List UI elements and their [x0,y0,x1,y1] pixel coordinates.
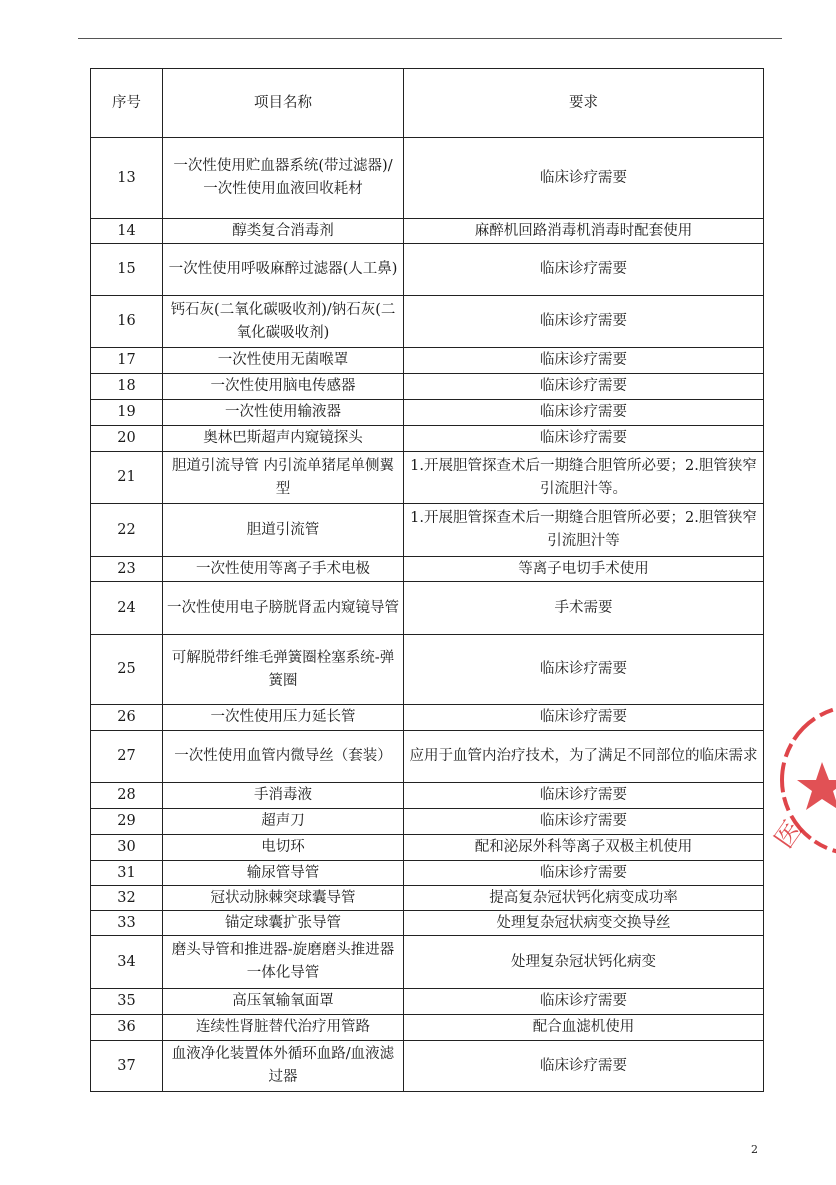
table-row [91,219,764,244]
row-requirement: 应用于血管内治疗技术，为了满足不同部位的临床需求 [404,731,764,783]
row-requirement: 提高复杂冠状钙化病变成功率 [404,886,764,911]
row-no: 33 [91,911,163,936]
row-requirement: 临床诊疗需要 [404,138,764,219]
row-no: 17 [91,348,163,374]
svg-text:医: 医 [769,815,809,855]
table-row [91,989,764,1015]
table-row [91,452,764,504]
row-requirement: 处理复杂冠状钙化病变 [404,936,764,989]
row-name: 一次性使用等离子手术电极 [163,557,404,582]
row-name: 输尿管导管 [163,861,404,886]
row-requirement: 临床诊疗需要 [404,244,764,296]
row-no: 30 [91,835,163,861]
table-row [91,635,764,705]
table-row [91,1015,764,1041]
row-name: 血液净化装置体外循环血路/血液滤过器 [163,1041,404,1092]
table-row [91,936,764,989]
row-no: 36 [91,1015,163,1041]
table-row [91,861,764,886]
table-row [91,296,764,348]
official-seal-stamp [769,700,836,860]
row-no: 31 [91,861,163,886]
row-no: 32 [91,886,163,911]
row-no: 24 [91,582,163,635]
row-name: 一次性使用脑电传感器 [163,374,404,400]
table-row [91,582,764,635]
row-name: 冠状动脉棘突球囊导管 [163,886,404,911]
row-no: 26 [91,705,163,731]
table-row [91,557,764,582]
row-name: 手消毒液 [163,783,404,809]
row-requirement: 配和泌尿外科等离子双极主机使用 [404,835,764,861]
table-row [91,1041,764,1092]
row-name: 连续性肾脏替代治疗用管路 [163,1015,404,1041]
row-name: 一次性使用血管内微导丝（套装） [163,731,404,783]
table-row [91,504,764,557]
table-row [91,911,764,936]
row-name: 一次性使用输液器 [163,400,404,426]
items-table [90,68,764,1092]
row-no: 22 [91,504,163,557]
row-requirement: 处理复杂冠状病变交换导丝 [404,911,764,936]
table-row [91,400,764,426]
header-no: 序号 [91,69,163,138]
row-requirement: 临床诊疗需要 [404,809,764,835]
row-requirement: 配合血滤机使用 [404,1015,764,1041]
row-name: 锚定球囊扩张导管 [163,911,404,936]
row-no: 20 [91,426,163,452]
row-name: 一次性使用压力延长管 [163,705,404,731]
row-name: 醇类复合消毒剂 [163,219,404,244]
row-requirement: 临床诊疗需要 [404,861,764,886]
header-rule [78,38,782,39]
row-no: 19 [91,400,163,426]
row-requirement: 临床诊疗需要 [404,783,764,809]
row-no: 21 [91,452,163,504]
row-name: 高压氧输氧面罩 [163,989,404,1015]
row-requirement: 临床诊疗需要 [404,348,764,374]
row-no: 16 [91,296,163,348]
row-no: 23 [91,557,163,582]
table-row [91,783,764,809]
table-row [91,374,764,400]
row-no: 13 [91,138,163,219]
row-requirement: 临床诊疗需要 [404,635,764,705]
row-name: 一次性使用贮血器系统(带过滤器)/一次性使用血液回收耗材 [163,138,404,219]
row-requirement: 麻醉机回路消毒机消毒时配套使用 [404,219,764,244]
row-requirement: 临床诊疗需要 [404,400,764,426]
row-no: 14 [91,219,163,244]
row-requirement: 手术需要 [404,582,764,635]
row-requirement: 临床诊疗需要 [404,989,764,1015]
table-row [91,426,764,452]
row-name: 胆道引流管 [163,504,404,557]
row-requirement: 临床诊疗需要 [404,705,764,731]
page-number: 2 [751,1143,758,1156]
table-row [91,886,764,911]
row-name: 胆道引流导管 内引流单猪尾单侧翼型 [163,452,404,504]
row-no: 18 [91,374,163,400]
table-row [91,731,764,783]
row-no: 15 [91,244,163,296]
row-name: 奥林巴斯超声内窥镜探头 [163,426,404,452]
row-name: 超声刀 [163,809,404,835]
row-requirement: 临床诊疗需要 [404,296,764,348]
row-no: 28 [91,783,163,809]
row-name: 磨头导管和推进器-旋磨磨头推进器一体化导管 [163,936,404,989]
table-row [91,244,764,296]
row-requirement: 临床诊疗需要 [404,426,764,452]
row-name: 电切环 [163,835,404,861]
row-no: 29 [91,809,163,835]
row-name: 一次性使用无菌喉罩 [163,348,404,374]
row-no: 37 [91,1041,163,1092]
table-row [91,138,764,219]
row-requirement: 临床诊疗需要 [404,1041,764,1092]
row-requirement: 临床诊疗需要 [404,374,764,400]
row-requirement: 1.开展胆管探查术后一期缝合胆管所必要；2.胆管狭窄引流胆汁等 [404,504,764,557]
row-name: 一次性使用呼吸麻醉过滤器(人工鼻) [163,244,404,296]
table-row [91,809,764,835]
table-row [91,348,764,374]
row-no: 35 [91,989,163,1015]
table-row [91,705,764,731]
row-requirement: 1.开展胆管探查术后一期缝合胆管所必要；2.胆管狭窄引流胆汁等。 [404,452,764,504]
row-name: 一次性使用电子膀胱肾盂内窥镜导管 [163,582,404,635]
row-requirement: 等离子电切手术使用 [404,557,764,582]
table-row [91,835,764,861]
row-no: 27 [91,731,163,783]
row-name: 钙石灰(二氧化碳吸收剂)/钠石灰(二氧化碳吸收剂) [163,296,404,348]
table-header-row [91,69,764,138]
header-name: 项目名称 [163,69,404,138]
row-name: 可解脱带纤维毛弹簧圈栓塞系统-弹簧圈 [163,635,404,705]
row-no: 25 [91,635,163,705]
header-requirement: 要求 [404,69,764,138]
row-no: 34 [91,936,163,989]
